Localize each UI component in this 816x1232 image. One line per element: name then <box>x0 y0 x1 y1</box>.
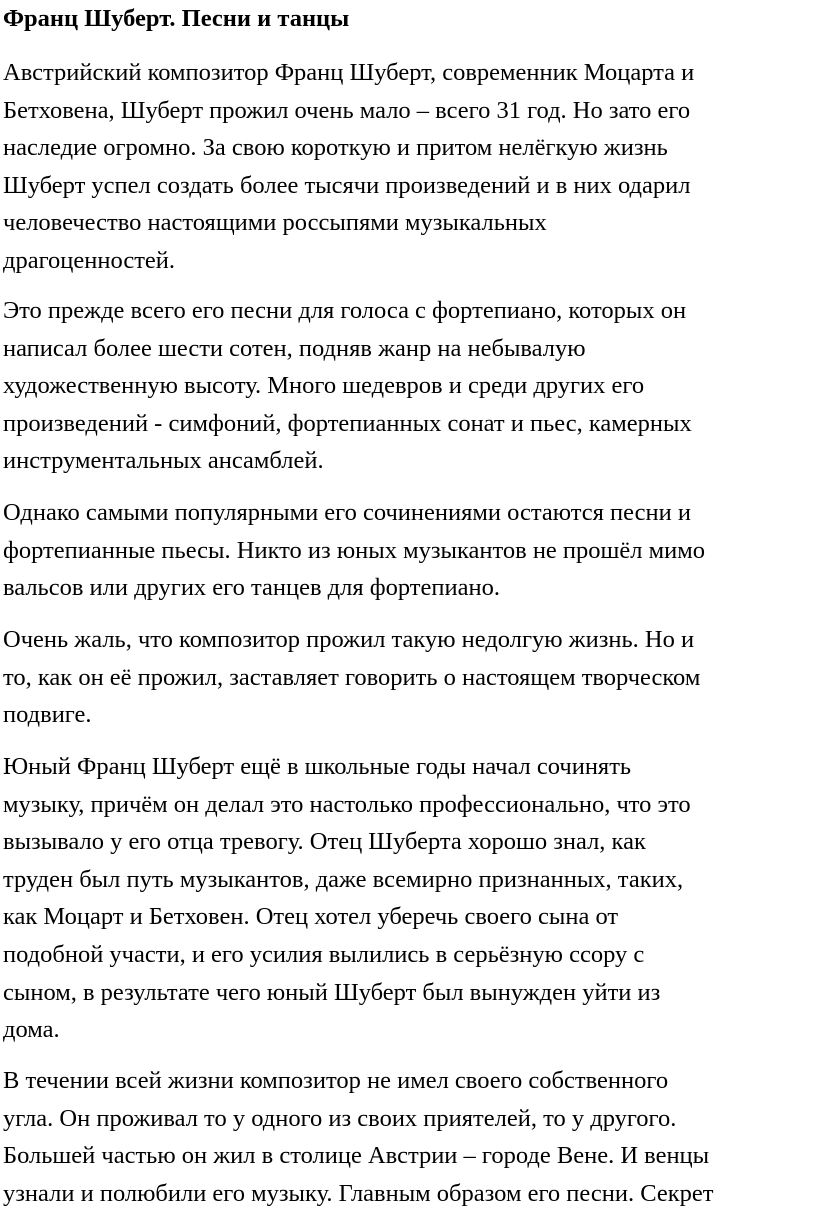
paragraph-line: написал более шести сотен, подняв жанр на небывалую <box>3 334 586 362</box>
paragraph-line: Очень жаль, что композитор прожил такую недолгую жизнь. Но и <box>3 626 695 653</box>
paragraph-line: Большей частью он жил в столице Австрии – городе Вене. И венцы <box>3 1142 710 1170</box>
paragraph-line: вальсов или других его танцев для фортепиано. <box>3 574 500 602</box>
paragraph-line: Это прежде всего его песни для голоса с фортепиано, которых он <box>3 297 687 324</box>
paragraph-line: то, как он её прожил, заставляет говорить о настоящем творческом <box>3 663 701 691</box>
paragraph-line: наследие огромно. За свою короткую и притом нелёгкую жизнь <box>3 134 668 162</box>
paragraph-line: вызывало у его отца тревогу. Отец Шуберта хорошо знал, как <box>3 828 646 856</box>
paragraph-line: угла. Он проживал то у одного из своих приятелей, то у другого. <box>3 1104 677 1132</box>
paragraph-line: как Моцарт и Бетховен. Отец хотел уберечь своего сына от <box>3 903 619 931</box>
paragraph-line: подобной участи, и его усилия вылились в серьёзную ссору с <box>3 940 645 968</box>
document-title: Франц Шуберт. Песни и танцы <box>3 5 350 32</box>
paragraph-4 <box>3 621 700 734</box>
paragraph-line: сыном, в результате чего юный Шуберт был вынужден уйти из <box>3 978 661 1006</box>
paragraph-line: дома. <box>3 1016 60 1044</box>
paragraph-line: Бетховена, Шуберт прожил очень мало – всего 31 год. Но зато его <box>3 96 691 124</box>
paragraph-line: узнали и полюбили его музыку. Главным образом его песни. Секрет <box>3 1179 714 1207</box>
paragraph-line: В течении всей жизни композитор не имел своего собственного <box>3 1067 669 1094</box>
paragraph-line: Шуберт успел создать более тысячи произведений и в них одарил <box>3 171 691 199</box>
paragraph-line: Австрийский композитор Франц Шуберт, современник Моцарта и <box>3 59 695 86</box>
paragraph-line: человечество настоящими россыпями музыкальных <box>3 209 547 237</box>
paragraph-2 <box>3 292 692 480</box>
paragraph-line: художественную высоту. Много шедевров и среди других его <box>3 372 645 400</box>
paragraph-line: произведений - симфоний, фортепианных сонат и пьес, камерных <box>3 409 692 437</box>
paragraph-line: Однако самыми популярными его сочинениями остаются песни и <box>3 499 691 526</box>
paragraph-line: инструментальных ансамблей. <box>3 447 324 475</box>
paragraph-line: драгоценностей. <box>3 246 176 274</box>
paragraph-line: фортепианные пьесы. Никто из юных музыкантов не прошёл мимо <box>3 536 705 564</box>
paragraph-line: Юный Франц Шуберт ещё в школьные годы начал сочинять <box>3 753 632 780</box>
paragraph-6 <box>3 1062 713 1212</box>
paragraph-1 <box>3 54 694 280</box>
paragraph-line: подвиге. <box>3 701 92 729</box>
paragraph-5 <box>3 748 691 1049</box>
paragraph-3 <box>3 494 705 607</box>
paragraph-line: музыку, причём он делал это настолько профессионально, что это <box>3 790 691 818</box>
paragraph-line: труден был путь музыкантов, даже всемирно признанных, таких, <box>3 865 684 893</box>
